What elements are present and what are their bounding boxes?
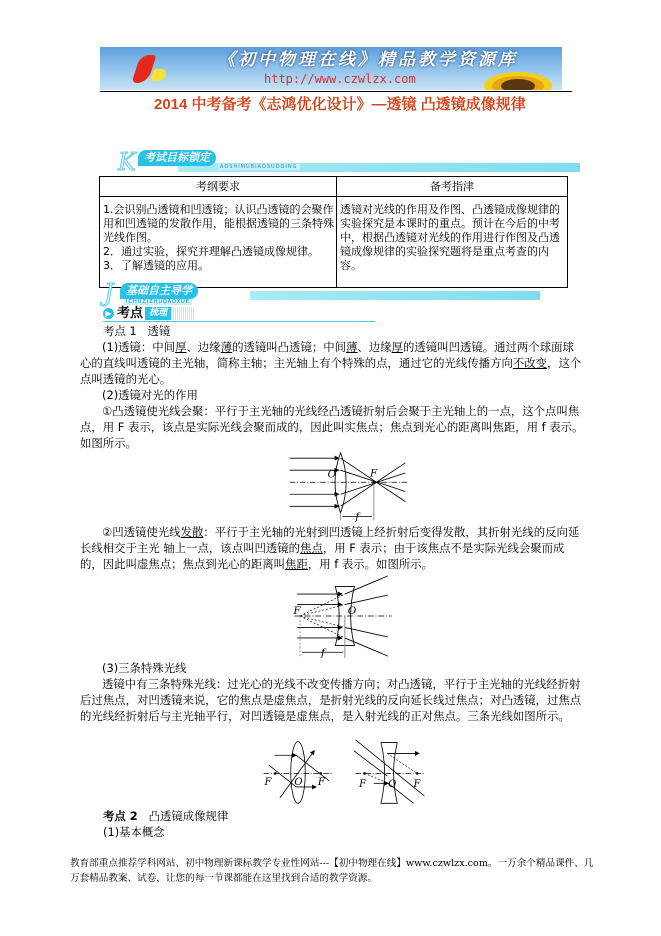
- hatch-decoration: [171, 307, 195, 320]
- requirements-table: [99, 176, 568, 288]
- focal-length-label: f: [321, 647, 325, 658]
- focus-label: F: [359, 778, 367, 790]
- kp1-heading: [103, 323, 170, 339]
- convex-lens-diagram: [280, 448, 415, 522]
- kp2-heading: [103, 808, 228, 824]
- sunflower-icon: [478, 64, 554, 90]
- answer-blank: 焦距: [285, 557, 308, 571]
- focus-label: F: [413, 778, 421, 790]
- section-k-letter: K: [118, 148, 136, 176]
- text-run: 、边缘: [186, 340, 221, 354]
- section-k-header: [118, 150, 580, 176]
- answer-blank: 厚: [175, 340, 187, 354]
- concave-special-rays-diagram: [350, 738, 430, 806]
- kaodian-label: 考点: [117, 306, 144, 321]
- kp1-title: 透镜: [147, 324, 171, 338]
- text-run: 的透镜叫凹透镜。通过两个球面球心的直线叫透镜的主光轴，简称主轴；主光轴上有个特殊的点，通过它的光线传播方向: [80, 340, 574, 370]
- banner-divider: [100, 91, 572, 92]
- kp2-label: 考点 2: [103, 809, 138, 823]
- focus-label: F: [370, 468, 378, 480]
- center-label: O: [294, 777, 303, 789]
- text-run: ，这个点叫透镜的光心。: [80, 356, 582, 386]
- section-k-pinyin: AOSHIMUBIAOSUODING: [220, 164, 298, 170]
- focus-label: F: [293, 605, 301, 618]
- site-banner: [100, 47, 562, 90]
- text-run: ：平行于主光轴的光射到凹透镜上经折射后变得发散，其折射光线的反向延长线相交于主光 轴上一点，该点叫凹透镜的: [80, 525, 580, 555]
- text-run: ，用 F 表示；由于该焦点不是实际光线会聚而成的，因此叫虚焦点；焦点到光心的距离叫: [80, 541, 565, 571]
- concave-lens-diagram: [290, 574, 395, 658]
- section-j-header: [100, 279, 580, 307]
- answer-blank: 厚: [391, 340, 404, 354]
- kp1-label: 考点 1: [103, 324, 137, 338]
- center-label: O: [347, 605, 357, 618]
- kp1-paragraph-6: 透镜中有三条特殊光线：过光心的光线不改变传播方向；对凸透镜，平行于主光轴的光线经折射后过焦点，对凹透镜来说，它的焦点是虚焦点，是折射光线的反向延长线过焦点；对凸透镜，过焦点的光线经折射后与主光轴平行，对凹透镜是虚焦点，是入射光线的正对焦点。三条光线如图所示。: [80, 677, 582, 723]
- section-j-pinyin: ICHUZIZHUDAOXUE: [126, 299, 190, 305]
- kp2-subheading: (1)基本概念: [103, 825, 165, 839]
- requirement-item: 1.会识别凸透镜和凹透镜；认识凸透镜的会聚作用和凹透镜的发散作用，能根据透镜的三条特殊光线作图。: [103, 203, 334, 244]
- table-header-requirements: 考纲要求: [100, 177, 337, 197]
- kp1-paragraph-3: ①凸透镜使光线会聚：平行于主光轴的光线经凸透镜折射后会聚于主光轴上的一点，这个点叫焦点，用 F 表示，该点是实际光线会聚而成的，因此叫实焦点；焦点到光心的距离叫焦距，用 f 表示。如图所示。: [80, 404, 584, 450]
- answer-blank: 不改变: [512, 356, 548, 370]
- answer-blank: 薄: [346, 340, 358, 354]
- convex-special-rays-diagram: [258, 738, 338, 806]
- focus-label: F: [317, 777, 325, 789]
- kp1-paragraph-5: (3)三条特殊光线: [102, 661, 187, 675]
- text-run: ，用 f 表示。如图所示。: [307, 557, 434, 571]
- answer-blank: 薄: [220, 340, 233, 354]
- section-j-letter: J: [104, 279, 114, 307]
- text-run: 、边缘: [357, 340, 392, 354]
- table-cell-guide: 透镜对光线的作用及作图、凸透镜成像规律的实验探究是本课时的重点。预计在今后的中考中，根据凸透镜对光线的作用进行作图及凸透镜成像规律的实验探究题将是重点考查的内容。: [337, 197, 568, 288]
- center-label: O: [388, 778, 397, 790]
- banner-url[interactable]: http://www.czwlzx.com: [264, 72, 416, 86]
- table-header-guide: 备考指津: [337, 177, 568, 197]
- kp1-paragraph-1: [80, 339, 585, 387]
- answer-blank: 发散: [180, 525, 204, 539]
- kp1-paragraph-2: (2)透镜对光的作用: [102, 388, 198, 402]
- answer-blank: 焦点: [300, 541, 323, 555]
- section-j-title: 基础自主导学: [120, 283, 198, 299]
- kaodian-rule: [103, 321, 375, 322]
- logo-accent-icon: [150, 69, 168, 81]
- focal-length-label: f: [355, 512, 360, 522]
- requirement-item: 2．通过实验，探究并理解凸透镜成像规律。: [103, 245, 319, 258]
- page-footer: 教育部重点推荐学科网站、初中物理新课标教学专业性网站---【初中物理在线】www.czwlzx.com。一万余个精品课件、几万套精品教案、试卷，让您的每一节课都能在这里找到合适的教学资源。: [70, 858, 594, 884]
- document-title: 2014 中考备考《志鸿优化设计》—透镜 凸透镜成像规律: [154, 96, 526, 113]
- banner-title: 《初中物理在线》精品教学资源库: [218, 50, 518, 70]
- center-label: O: [327, 469, 336, 481]
- text-run: ②凹透镜使光线: [102, 525, 181, 539]
- kp1-paragraph-4: [80, 524, 585, 572]
- kp2-title: 凸透镜成像规律: [148, 809, 229, 823]
- requirement-item: 3．了解透镜的应用。: [103, 259, 209, 272]
- kaodian-tag: 梳理: [145, 307, 171, 320]
- focus-label: F: [264, 777, 272, 789]
- text-run: (1)透镜：中间: [102, 340, 176, 354]
- kaodian-header: [103, 306, 195, 321]
- table-cell-requirements: [100, 197, 337, 288]
- section-k-title: 考试目标锁定: [138, 150, 216, 166]
- text-run: 的透镜叫凸透镜；中间: [232, 340, 347, 354]
- section-j-bar: [250, 291, 540, 300]
- chevron-right-icon: ▶: [103, 308, 114, 319]
